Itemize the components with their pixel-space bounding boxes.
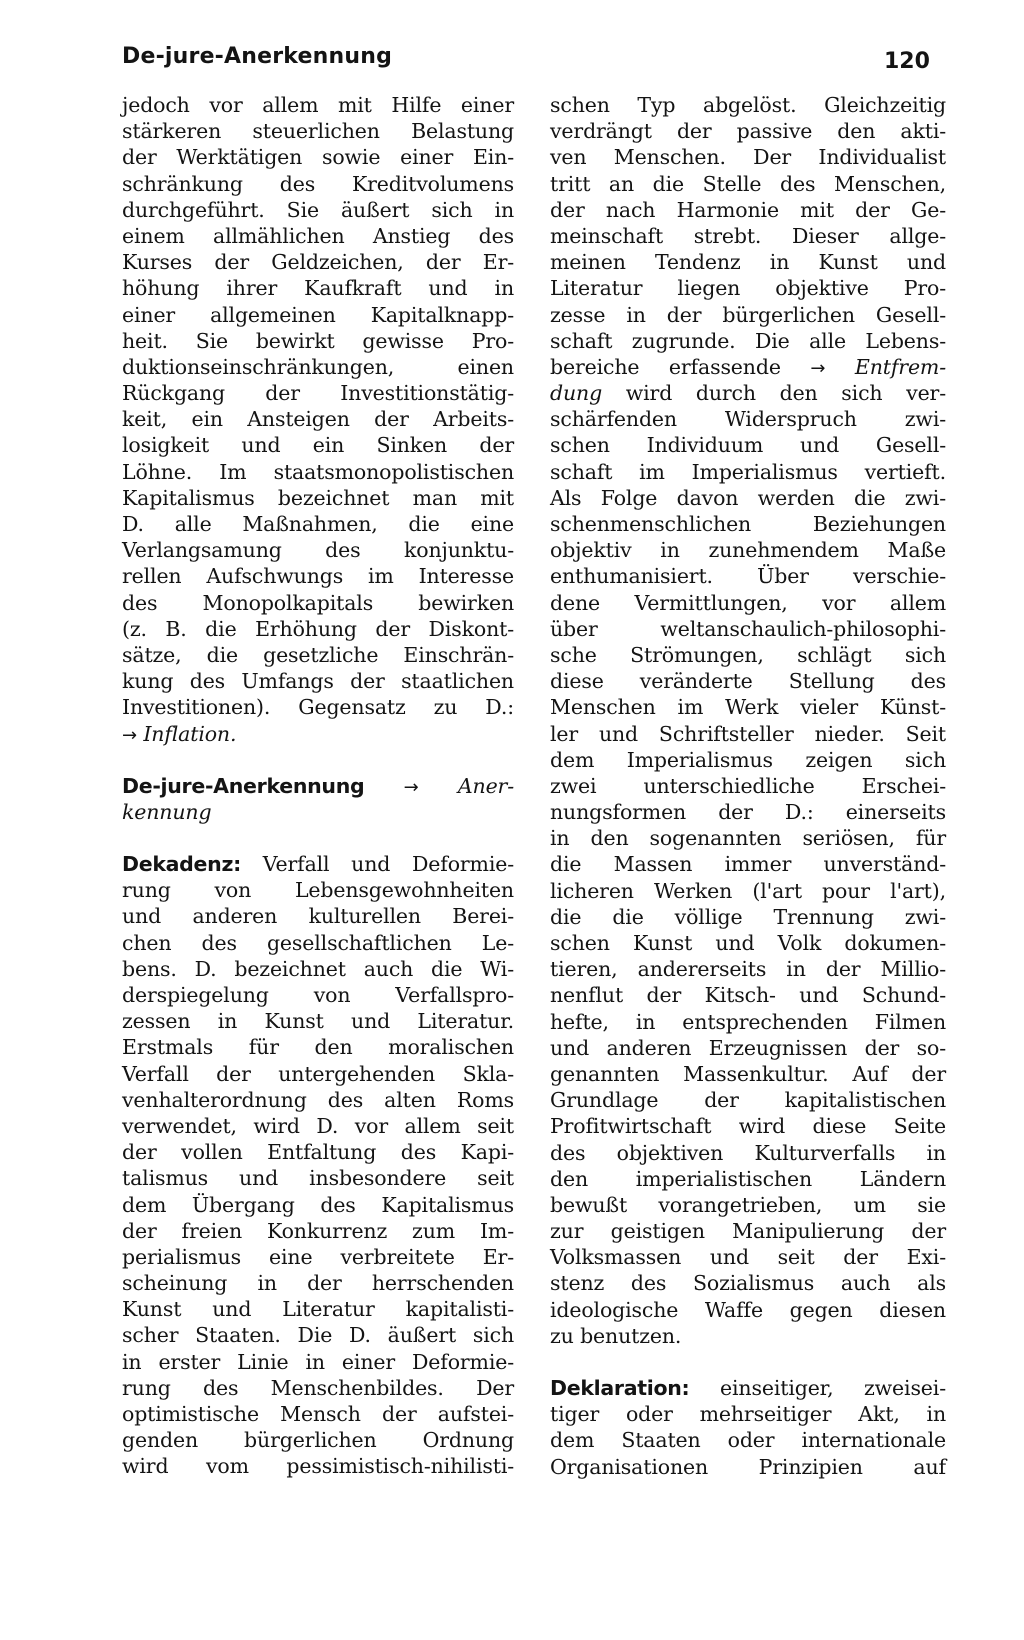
headword-dekadenz: Dekadenz:: [122, 852, 241, 877]
text-line: Organisationen Prinzipien auf: [550, 1454, 946, 1479]
text-line: bewußt vorangetrieben, um sie: [550, 1192, 946, 1217]
text-line: Volksmassen und seit der Exi-: [550, 1245, 946, 1270]
text-line: schen Typ abgelöst. Gleichzeitig: [550, 93, 946, 117]
text-line: bens. D. bezeichnet auch die Wi-: [122, 956, 514, 981]
crossref-arrow-icon: →: [810, 357, 826, 379]
crossref-anerkennung: Aner-: [457, 773, 514, 798]
paragraph-gap: [122, 747, 514, 773]
text-line: nenflut der Kitsch- und Schund-: [550, 983, 946, 1008]
text-line: tiger oder mehrseitiger Akt, in: [550, 1402, 946, 1427]
text-line: und anderen Erzeugnissen der so-: [550, 1035, 946, 1060]
text-line: schärfenden Widerspruch zwi-: [550, 407, 946, 432]
text-line: rung von Lebensgewohnheiten: [122, 878, 514, 903]
text-line: losigkeit und ein Sinken der: [122, 433, 514, 458]
text-line: einem allmählichen Anstieg des: [122, 223, 514, 248]
text-line: schen Individuum und Gesell-: [550, 433, 946, 458]
entry-deklaration-body: [550, 1401, 946, 1480]
text-line: schen Kunst und Volk dokumen-: [550, 931, 946, 955]
text-line: duktionseinschränkungen, einen: [122, 354, 514, 379]
text-line: objektiv in zunehmendem Maße: [550, 538, 946, 563]
text-line: Literatur liegen objektive Pro-: [550, 276, 946, 301]
text-line: stenz des Sozialismus auch als: [550, 1271, 946, 1296]
text-line: Grundlage der kapitalistischen: [550, 1088, 946, 1113]
text-line: in erster Linie in einer Deformie-: [122, 1349, 514, 1374]
entry-dejure-headline: [122, 773, 514, 799]
text-line: Kurses der Geldzeichen, der Er-: [122, 250, 514, 275]
text-line: genden bürgerlichen Ordnung: [122, 1428, 514, 1453]
headword-dejure: De-jure-Anerkennung: [122, 773, 365, 798]
text-line: meinen Tendenz in Kunst und: [550, 250, 946, 275]
text-line: der nach Harmonie mit der Ge-: [550, 197, 946, 222]
text-line: Rückgang der Investitionstätig-: [122, 381, 514, 406]
entry-dekadenz-body: [122, 877, 514, 1479]
entry-text: einseitiger, zweisei-: [720, 1376, 946, 1400]
text-line: der vollen Entfaltung des Kapi-: [122, 1140, 514, 1165]
text-line: ideologische Waffe gegen diesen: [550, 1297, 946, 1322]
text-line: schenmenschlichen Beziehungen: [550, 512, 946, 536]
text-line: Löhne. Im staatsmonopolistischen: [122, 459, 514, 484]
crossref-entfremdung: Entfrem-: [854, 354, 946, 379]
text-line: genannten Massenkultur. Auf der: [550, 1061, 946, 1086]
text-line: verwendet, wird D. vor allem seit: [122, 1113, 514, 1138]
text-line: tieren, andererseits in der Millio-: [550, 957, 946, 982]
text-line: dene Vermittlungen, vor allem: [550, 590, 946, 615]
text-line: talismus und insbesondere seit: [122, 1166, 514, 1191]
text-line: diese veränderte Stellung des: [550, 669, 946, 694]
left-column: [122, 92, 514, 1480]
text-line: keit, ein Ansteigen der Arbeits-: [122, 407, 514, 432]
crossref-inflation: Inflation.: [143, 721, 237, 746]
text-line: Menschen im Werk vieler Künst-: [550, 695, 946, 720]
headword-deklaration: Deklaration:: [550, 1376, 690, 1400]
text-line: Erstmals für den moralischen: [122, 1035, 514, 1060]
text-line: dem Staaten oder internationale: [550, 1428, 946, 1453]
text-line: zessen in Kunst und Literatur.: [122, 1009, 514, 1034]
text-line: Verfall der untergehenden Skla-: [122, 1061, 514, 1086]
paragraph-gap: [122, 825, 514, 851]
text-line: wird vom pessimistisch-nihilisti-: [122, 1454, 514, 1479]
text-line: [122, 799, 514, 825]
crossref-arrow-icon: →: [403, 776, 419, 798]
text-line: den imperialistischen Ländern: [550, 1166, 946, 1191]
text-line: Profitwirtschaft wird diese Seite: [550, 1114, 946, 1139]
text-line: optimistische Mensch der aufstei-: [122, 1402, 514, 1426]
entry-dekadenz-continuation-b: [550, 406, 946, 1349]
crossref-arrow-icon: →: [122, 724, 137, 746]
text-line: heit. Sie bewirkt gewisse Pro-: [122, 328, 514, 353]
text-line: zwei unterschiedliche Erschei-: [550, 773, 946, 798]
text-line: die die völlige Trennung zwi-: [550, 904, 946, 929]
text-line: in den sogenannten seriösen, für: [550, 826, 946, 851]
text-line: hefte, in entsprechenden Filmen: [550, 1009, 946, 1034]
text-line: jedoch vor allem mit Hilfe einer: [122, 93, 514, 117]
text-line: sche Strömungen, schlägt sich: [550, 642, 946, 667]
continuation-text: [122, 92, 514, 721]
text-line: (z. B. die Erhöhung der Diskont-: [122, 616, 514, 641]
text-line: Als Folge davon werden die zwi-: [550, 485, 946, 510]
text-line: des Monopolkapitals bewirken: [122, 590, 514, 615]
text-line: perialismus eine verbreitete Er-: [122, 1244, 514, 1269]
text-line: licheren Werken (l'art pour l'art),: [550, 878, 946, 903]
page-number: 120: [884, 49, 930, 74]
text-line: [550, 380, 946, 406]
text-line: Investitionen). Gegensatz zu D.:: [122, 695, 514, 720]
text-line: enthumanisiert. Über verschie-: [550, 564, 946, 589]
text-line: der freien Konkurrenz zum Im-: [122, 1218, 514, 1243]
text-line: der Werktätigen sowie einer Ein-: [122, 145, 514, 170]
entry-text: Verfall und Deformie-: [262, 852, 514, 877]
text-line: [550, 354, 946, 380]
entry-dekadenz-continuation: [550, 92, 946, 354]
text-line: Verlangsamung des konjunktu-: [122, 538, 514, 563]
text-line: ler und Schriftsteller nieder. Seit: [550, 721, 946, 746]
text-line: tritt an die Stelle des Menschen,: [550, 171, 946, 196]
text-line: über weltanschaulich-philosophi-: [550, 616, 946, 641]
right-column: [550, 92, 946, 1480]
crossref-anerkennung-cont: kennung: [122, 799, 212, 824]
text-line: scheinung in der herrschenden: [122, 1271, 514, 1296]
text-line: schaft im Imperialismus vertieft.: [550, 459, 946, 484]
text-line: nungsformen der D.: einerseits: [550, 800, 946, 825]
text-line: schaft zugrunde. Die alle Lebens-: [550, 328, 946, 353]
running-head: De-jure-Anerkennung: [122, 44, 393, 69]
text-line: meinschaft strebt. Dieser allge-: [550, 223, 946, 248]
text-line: [122, 721, 514, 747]
text-line: venhalterordnung des alten Roms: [122, 1087, 514, 1112]
text-line: schränkung des Kreditvolumens: [122, 171, 514, 196]
text-line: rung des Menschenbildes. Der: [122, 1375, 514, 1400]
text-line: Kapitalismus bezeichnet man mit: [122, 485, 514, 510]
text-line: durchgeführt. Sie äußert sich in: [122, 197, 514, 222]
text-line: und anderen kulturellen Berei-: [122, 904, 514, 929]
text-line: rellen Aufschwungs im Interesse: [122, 564, 514, 589]
text-line: zesse in der bürgerlichen Gesell-: [550, 302, 946, 327]
text-line: scher Staaten. Die D. äußert sich: [122, 1323, 514, 1348]
text-line: verdrängt der passive den akti-: [550, 119, 946, 144]
text-line: des objektiven Kulturverfalls in: [550, 1140, 946, 1165]
text-line: D. alle Maßnahmen, die eine: [122, 512, 514, 536]
paragraph-gap: [550, 1349, 946, 1375]
text-line: Kunst und Literatur kapitalisti-: [122, 1297, 514, 1322]
text-line: derspiegelung von Verfallspro-: [122, 983, 514, 1007]
entry-text: wird durch den sich ver-: [625, 381, 946, 406]
text-line: ven Menschen. Der Individualist: [550, 145, 946, 170]
text-line: zu benutzen.: [550, 1323, 682, 1348]
text-line: dem Imperialismus zeigen sich: [550, 747, 946, 772]
text-line: sätze, die gesetzliche Einschrän-: [122, 642, 514, 667]
text-line: kung des Umfangs der staatlichen: [122, 669, 514, 694]
crossref-entfremdung-cont: dung: [550, 381, 603, 406]
text-line: dem Übergang des Kapitalismus: [122, 1192, 514, 1217]
text-line: einer allgemeinen Kapitalknapp-: [122, 302, 514, 327]
text-line: die Massen immer unverständ-: [550, 852, 946, 877]
text-line: höhung ihrer Kaufkraft und in: [122, 276, 514, 301]
text-line: stärkeren steuerlichen Belastung: [122, 119, 514, 144]
text-line: zur geistigen Manipulierung der: [550, 1219, 946, 1244]
text-line: chen des gesellschaftlichen Le-: [122, 930, 514, 955]
entry-deklaration-headline: [550, 1375, 946, 1401]
entry-dekadenz-headline: [122, 851, 514, 877]
entry-text: bereiche erfassende: [550, 354, 781, 379]
